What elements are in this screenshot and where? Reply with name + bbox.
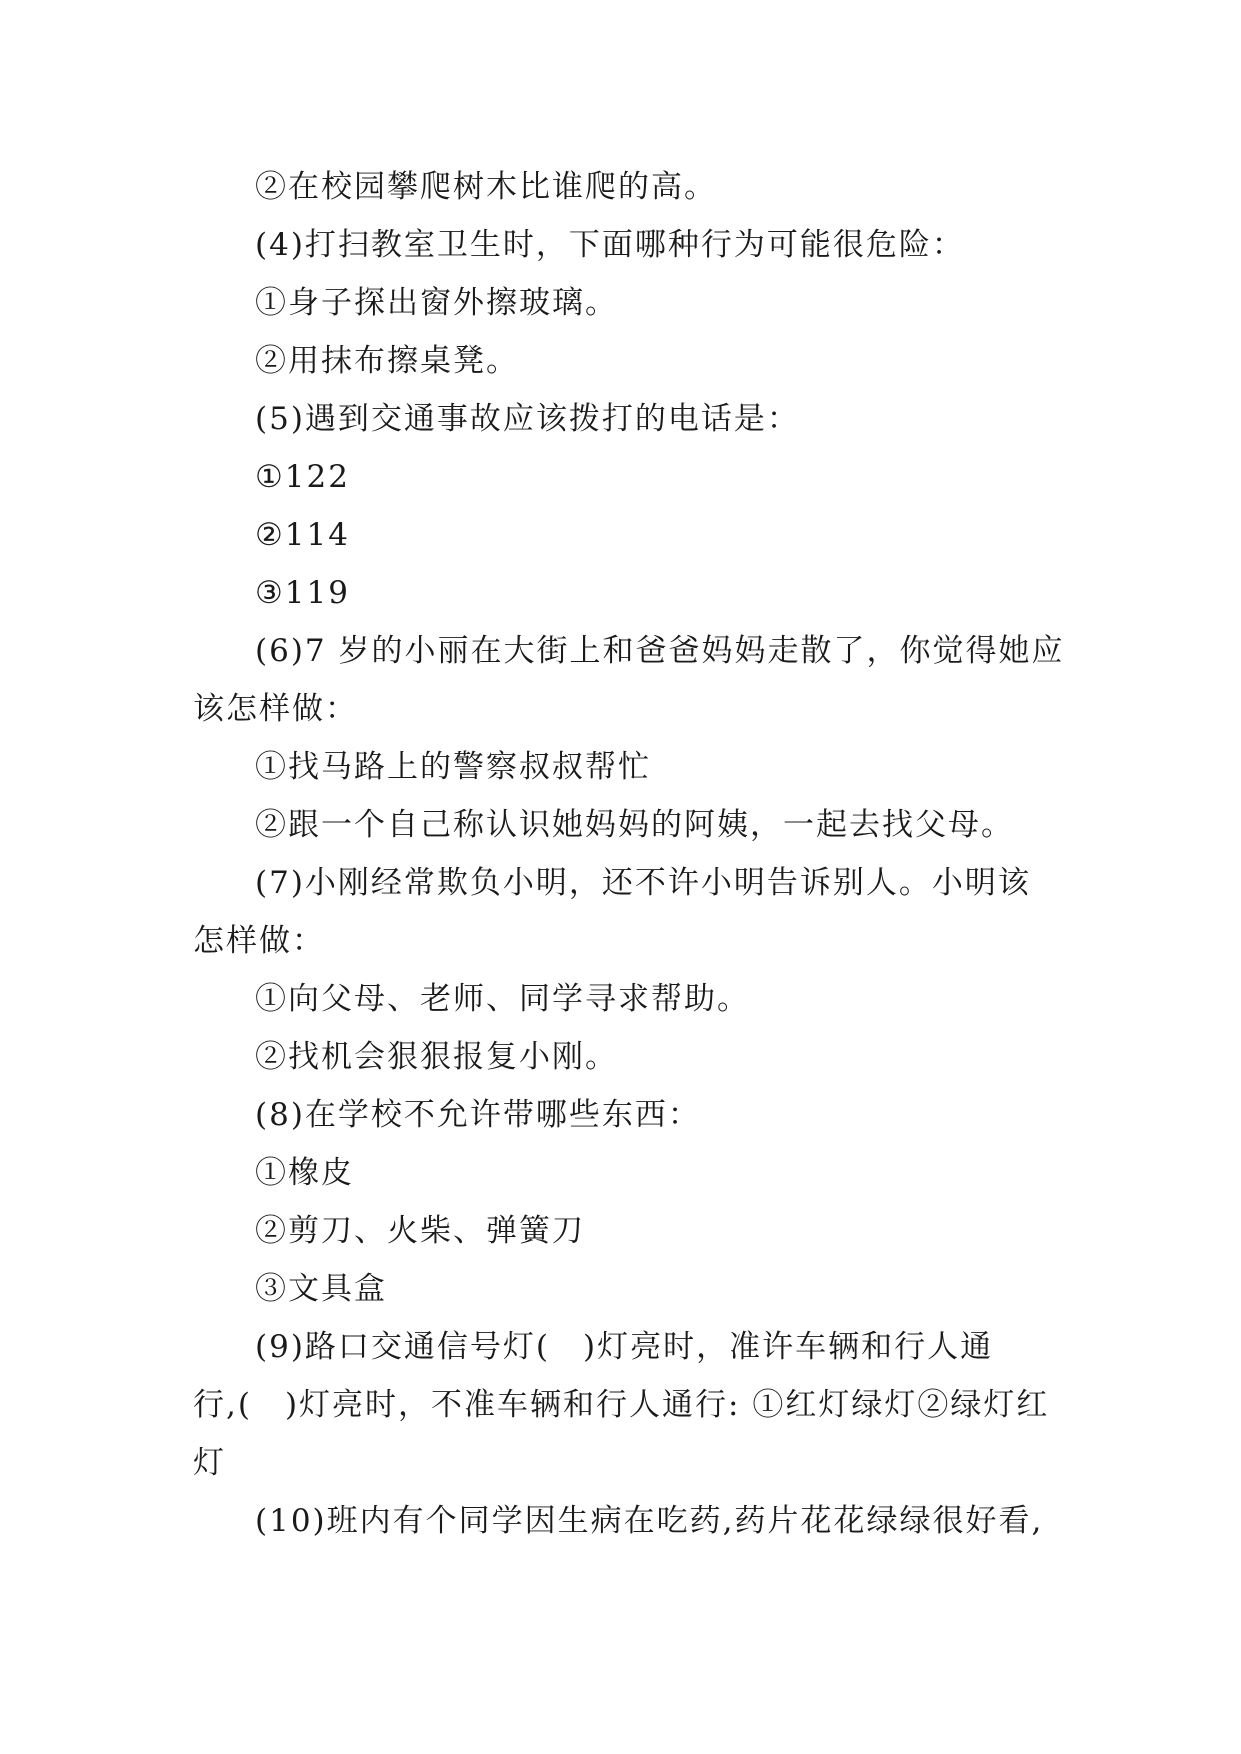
text-line: ①向父母、老师、同学寻求帮助。 [255, 981, 750, 1017]
text-line: 怎样做： [193, 923, 325, 959]
question-5-line: (5)遇到交通事故应该拨打的电话是： [255, 401, 800, 437]
question-7-line: (7)小刚经常欺负小明，还不许小明告诉别人。小明该 [255, 865, 1031, 901]
text-line: ③文具盒 [255, 1271, 387, 1307]
text-line: 行,( )灯亮时，不准车辆和行人通行: ①红灯绿灯②绿灯红 [193, 1387, 1050, 1423]
text-line: ①身子探出窗外擦玻璃。 [255, 285, 618, 321]
text-line: ②跟一个自己称认识她妈妈的阿姨，一起去找父母。 [255, 807, 1014, 843]
text-line: ②剪刀、火柴、弹簧刀 [255, 1213, 585, 1249]
text-line: ②找机会狠狠报复小刚。 [255, 1039, 618, 1075]
text-line: ②114 [255, 517, 350, 553]
text-line: ①橡皮 [255, 1155, 354, 1191]
text-line: ②用抹布擦桌凳。 [255, 343, 519, 379]
document-body [193, 158, 1065, 1550]
question-6-line: (6)7 岁的小丽在大街上和爸爸妈妈走散了，你觉得她应 [255, 633, 1065, 669]
text-line: 灯 [193, 1445, 226, 1481]
text-line: ②在校园攀爬树木比谁爬的高。 [255, 169, 717, 205]
text-line: ①122 [255, 459, 350, 495]
text-line: 该怎样做： [193, 691, 358, 727]
question-10-line: (10)班内有个同学因生病在吃药,药片花花绿绿很好看, [255, 1503, 1044, 1539]
question-4-line: (4)打扫教室卫生时，下面哪种行为可能很危险： [255, 227, 965, 263]
text-line: ①找马路上的警察叔叔帮忙 [255, 749, 651, 785]
text-line: ③119 [255, 575, 350, 611]
question-9-line: (9)路口交通信号灯( )灯亮时，准许车辆和行人通 [255, 1329, 994, 1365]
question-8-line: (8)在学校不允许带哪些东西： [255, 1097, 701, 1133]
